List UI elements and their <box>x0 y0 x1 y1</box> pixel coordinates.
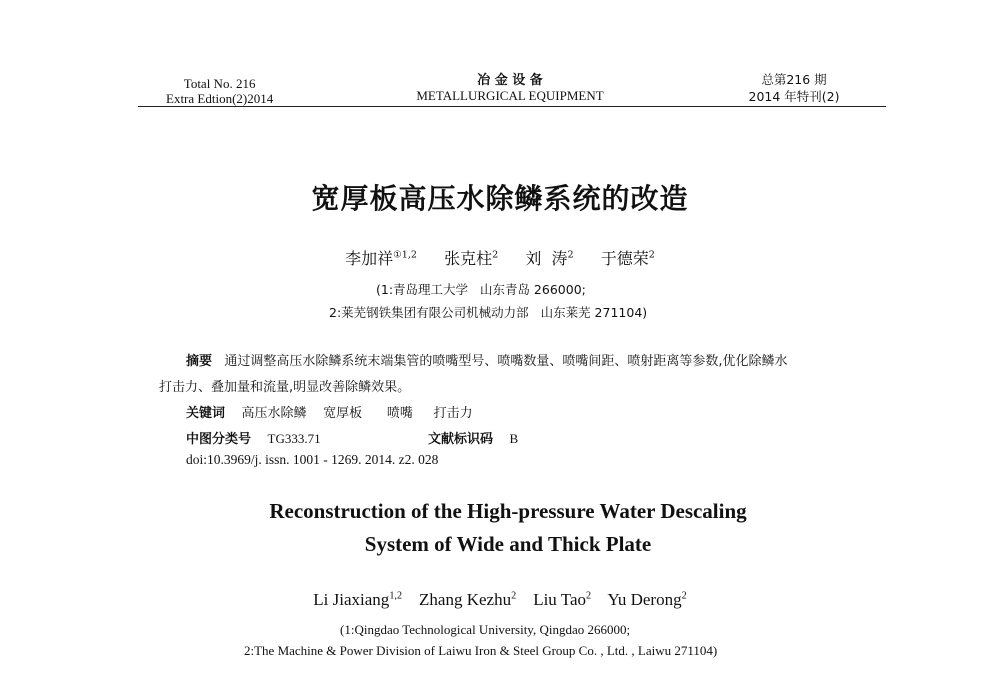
paper-title-en-line-1: Reconstruction of the High-pressure Water Descaling <box>269 499 747 523</box>
abstract-label: 摘要 <box>186 354 213 369</box>
author-en: Yu Derong$^2$ <box>607 590 687 609</box>
doc-code-label: 文献标识码 <box>428 432 494 447</box>
authors-en <box>0 590 1000 610</box>
affiliation-en-2: 2:The Machine & Power Division of Laiwu Iron & Steel Group Co. , Ltd. , Laiwu 271104) <box>244 643 718 658</box>
affiliation-cn-2: 2:莱芜钢铁集团有限公司机械动力部 山东莱芜 271104) <box>329 305 648 320</box>
paper-title-en-line-2: System of Wide and Thick Plate <box>364 532 652 556</box>
author-cn: 李加祥$^{①1,2}$ <box>345 249 418 268</box>
header-special-issue: 2014 年特刊(2) <box>748 89 840 104</box>
keyword: 宽厚板 <box>323 406 363 421</box>
journal-name-en: METALLURGICAL EQUIPMENT <box>416 88 604 103</box>
header-left <box>166 76 273 106</box>
keywords <box>186 402 473 421</box>
abstract-line-1 <box>186 350 788 369</box>
keyword: 喷嘴 <box>386 406 413 421</box>
header-right <box>738 71 850 105</box>
journal-name-cn: 冶 金 设 备 <box>477 73 543 88</box>
header-rule <box>138 106 886 107</box>
abstract-line-2: 打击力、叠加量和流量,明显改善除鳞效果。 <box>159 380 411 395</box>
header-total-issue: 总第216 期 <box>761 72 827 87</box>
keyword: 高压水除鳞 <box>241 406 307 421</box>
abstract-text: 通过调整高压水除鳞系统末端集管的喷嘴型号、喷嘴数量、喷嘴间距、喷射距离等参数,优化除鳞水 <box>224 354 788 369</box>
author-cn: 于德荣$^2$ <box>600 249 655 268</box>
author-en: Li Jiaxiang$^{1,2}$ <box>313 590 403 609</box>
paper-title-cn: 宽厚板高压水除鳞系统的改造 <box>311 182 689 215</box>
doi: doi:10.3969/j. issn. 1001 - 1269. 2014. z2. 028 <box>186 452 439 467</box>
affiliation-cn-1: (1:青岛理工大学 山东青岛 266000; <box>376 282 586 297</box>
author-en: Liu Tao$^2$ <box>533 590 592 609</box>
document-code <box>428 428 518 447</box>
author-cn: 刘 涛$^2$ <box>525 249 574 268</box>
author-en: Zhang Kezhu$^2$ <box>419 590 517 609</box>
header-edition: Extra Edtion(2)2014 <box>166 91 274 106</box>
clc-classification <box>186 428 321 447</box>
authors-cn <box>0 246 1000 269</box>
header-total-no: Total No. 216 <box>183 76 256 91</box>
author-cn: 张克柱$^2$ <box>444 249 499 268</box>
affiliation-en-1: (1:Qingdao Technological University, Qingdao 266000; <box>340 622 631 637</box>
clc-label: 中图分类号 <box>186 432 252 447</box>
keywords-label: 关键词 <box>186 406 226 421</box>
keyword: 打击力 <box>433 406 473 421</box>
doc-code-value: B <box>509 431 519 446</box>
clc-value: TG333.71 <box>267 431 321 446</box>
header-center <box>400 73 620 103</box>
